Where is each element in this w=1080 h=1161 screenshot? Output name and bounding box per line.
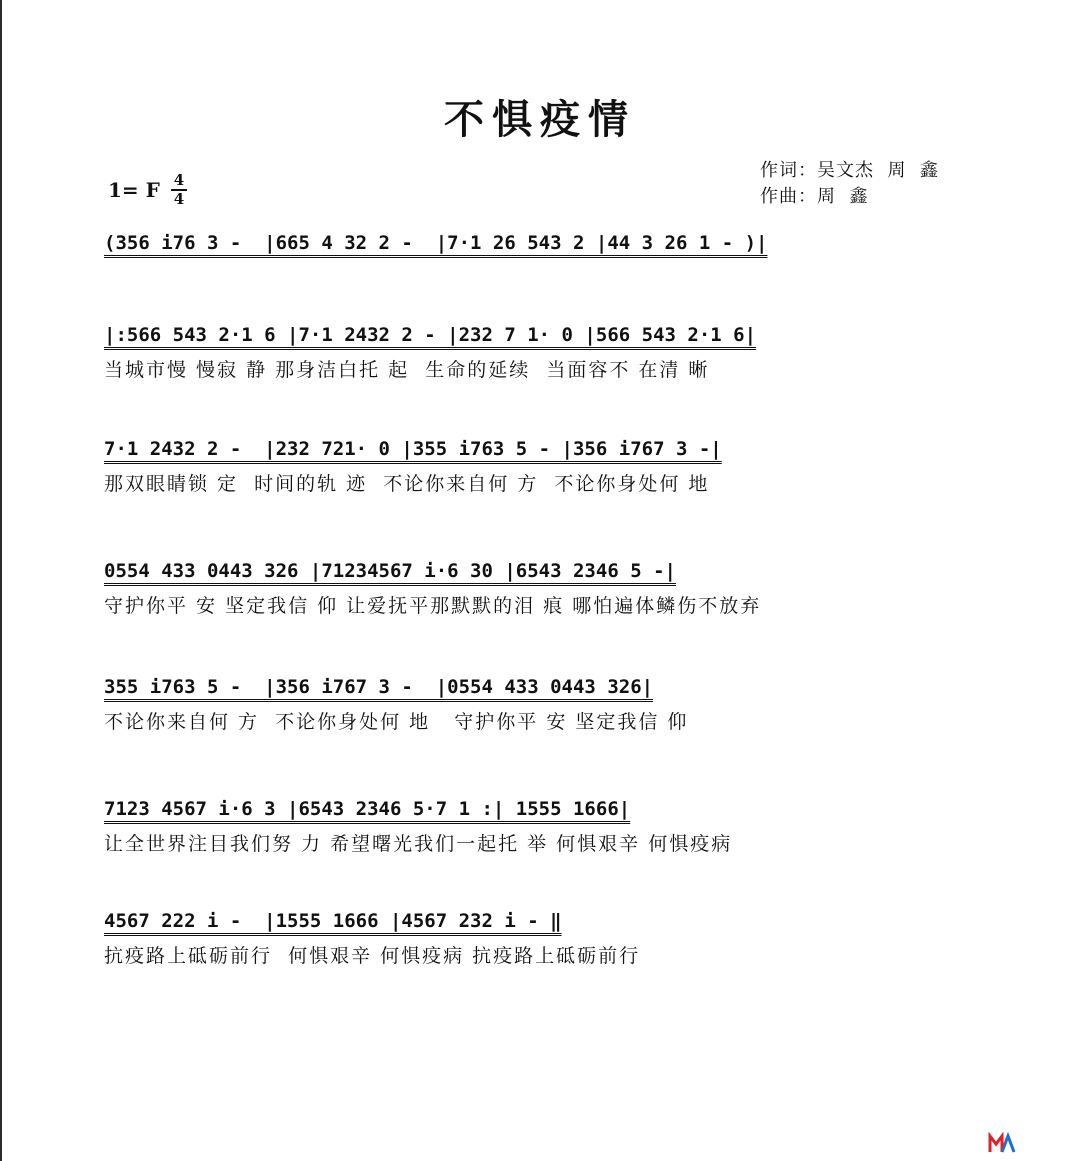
lyricists: 吴文杰 周 鑫 <box>817 160 939 181</box>
lyrics: 不论你来自何 方 不论你身处何 地 守护你平 安 坚定我信 仰 <box>104 711 689 733</box>
lyrics: 守护你平 安 坚定我信 仰 让爱抚平那默默的泪 痕 哪怕遍体鳞伤不放弃 <box>104 595 762 617</box>
lyrics <box>104 264 984 292</box>
score-line-6 <box>104 794 984 858</box>
lyrics: 抗疫路上砥砺前行 何惧艰辛 何惧疫病 抗疫路上砥砺前行 <box>104 945 641 967</box>
notation: 0554 433 0443 326 |71234567 i·6 30 |6543 2346 5 -| <box>104 560 676 582</box>
music-logo-icon <box>988 1132 1016 1154</box>
composers: 周 鑫 <box>817 186 869 207</box>
notation: (356 i76 3 - |665 4 32 2 - |7·1 26 543 2 |44 3 26 1 - )| <box>104 232 768 254</box>
lyrics: 当城市慢 慢寂 静 那身洁白托 起 生命的延续 当面容不 在清 晰 <box>104 359 710 381</box>
notation: 355 i763 5 - |356 i767 3 - |0554 433 0443 326| <box>104 676 654 698</box>
page-edge <box>0 0 2 1161</box>
score-line-5 <box>104 672 984 736</box>
credits <box>760 158 939 210</box>
score-line-3 <box>104 434 984 498</box>
lyrics: 让全世界注目我们努 力 希望曙光我们一起托 举 何惧艰辛 何惧疫病 <box>104 833 733 855</box>
notation: 4567 222 i - |1555 1666 |4567 232 i - ‖ <box>104 910 562 932</box>
key-signature: 1= F <box>108 178 160 202</box>
score-line-4 <box>104 556 984 620</box>
notation: 7123 4567 i·6 3 |6543 2346 5·7 1 :| 1555 1666| <box>104 798 631 820</box>
score-line-7 <box>104 906 984 970</box>
score-line-1 <box>104 228 984 292</box>
time-sig-top: 4 <box>173 171 185 189</box>
time-sig-bottom: 4 <box>173 190 185 208</box>
song-title: 不惧疫情 <box>444 97 636 143</box>
lyrics: 那双眼睛锁 定 时间的轨 迹 不论你来自何 方 不论你身处何 地 <box>104 473 710 495</box>
notation: 7·1 2432 2 - |232 721· 0 |355 i763 5 - |356 i767 3 -| <box>104 438 722 460</box>
composer-label: 作曲： <box>760 186 817 207</box>
time-signature <box>170 172 188 208</box>
score-line-2 <box>104 320 984 384</box>
notation: |:566 543 2·1 6 |7·1 2432 2 - |232 7 1· 0 |566 543 2·1 6| <box>104 324 757 346</box>
lyricist-label: 作词： <box>760 160 817 181</box>
